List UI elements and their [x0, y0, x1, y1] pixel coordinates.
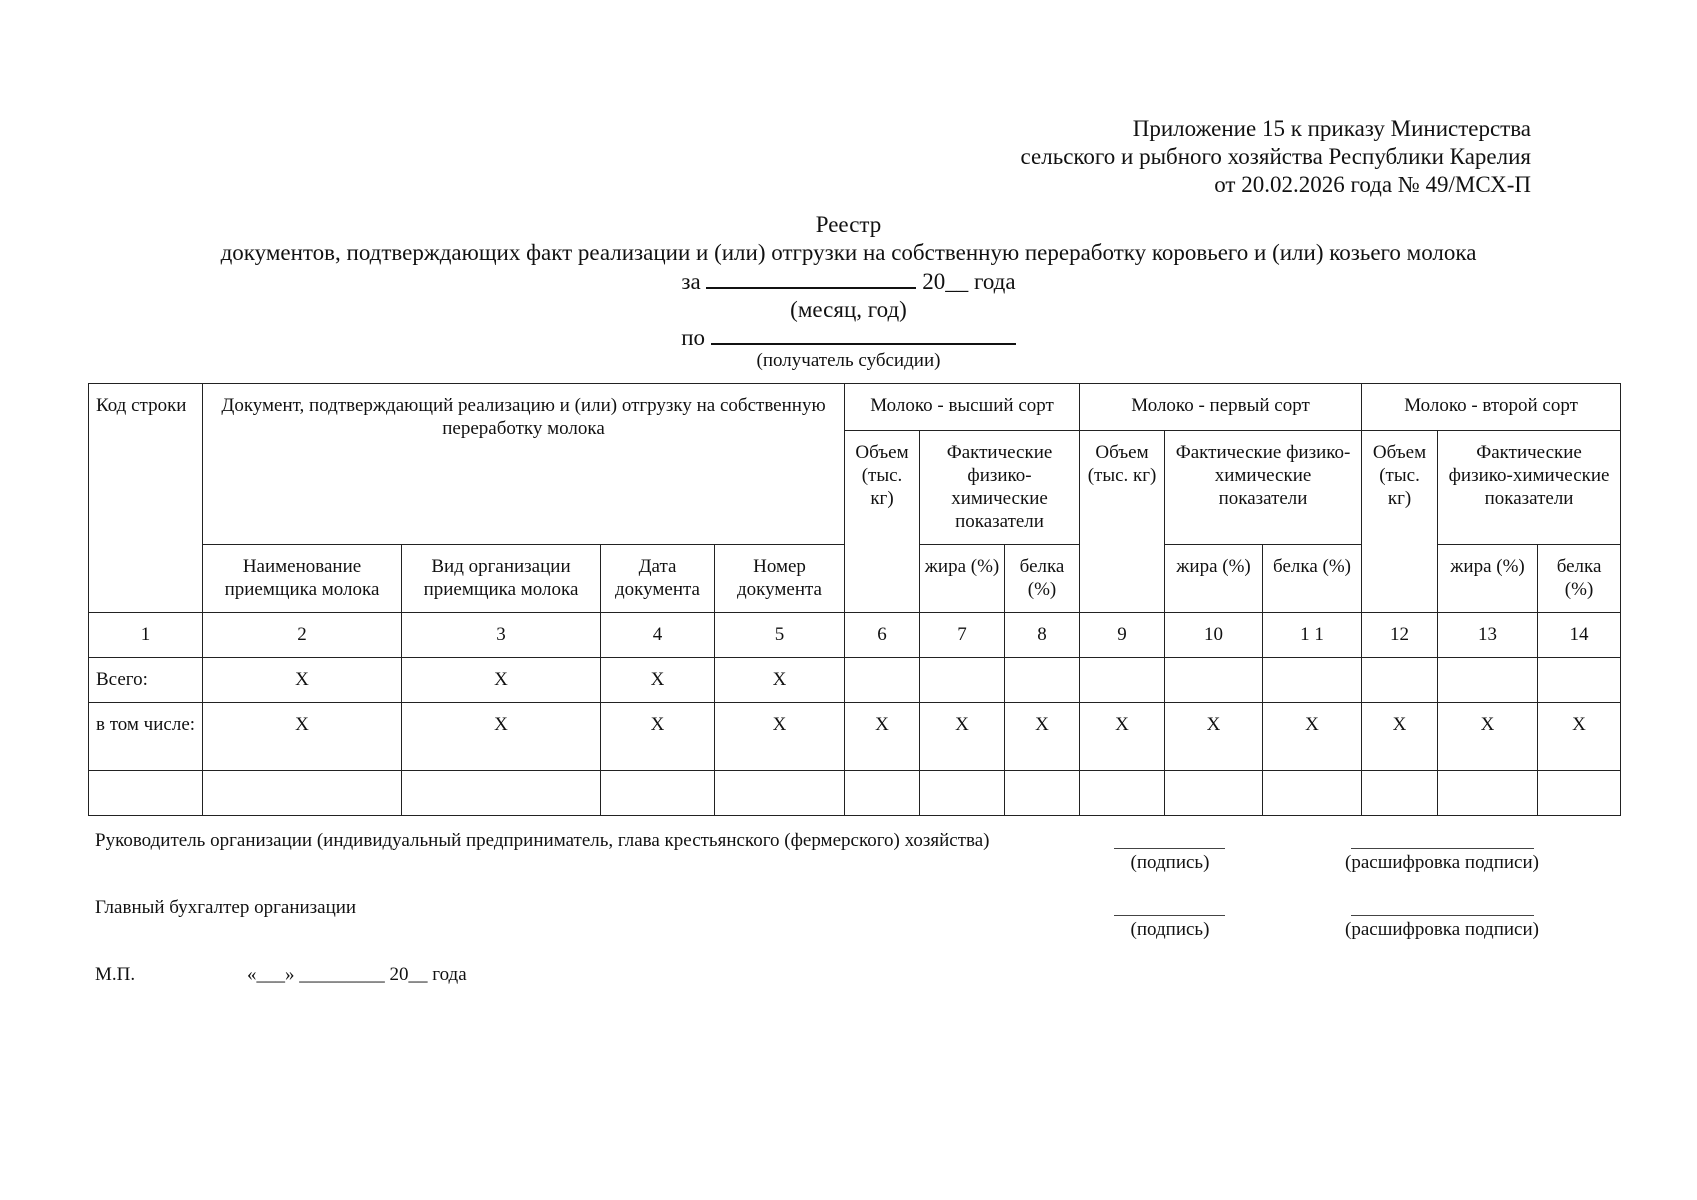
header-receiver-name: Наименование приемщика молока [203, 545, 402, 613]
recipient-blank-field[interactable] [711, 323, 1016, 345]
table-cell[interactable]: X [1538, 703, 1621, 771]
col-number: 10 [1165, 613, 1263, 658]
header-org-type: Вид организации приемщика молока [402, 545, 601, 613]
period-year: 20__ года [922, 269, 1016, 294]
accountant-signature-label: Главный бухгалтер организации [95, 897, 357, 918]
period-line [0, 267, 1697, 296]
header-protein-second: белка (%) [1538, 545, 1621, 613]
table-cell[interactable] [845, 658, 920, 703]
registry-table [88, 383, 1621, 816]
col-number: 13 [1438, 613, 1538, 658]
table-cell[interactable]: X [203, 658, 402, 703]
header-indicators-second: Фактические физико-химические показатели [1438, 431, 1621, 545]
table-cell[interactable]: X [1362, 703, 1438, 771]
including-row-label: в том числе: [89, 703, 203, 771]
col-number: 7 [920, 613, 1005, 658]
table-cell[interactable] [1438, 771, 1538, 816]
col-number: 14 [1538, 613, 1621, 658]
table-cell[interactable]: X [920, 703, 1005, 771]
table-cell[interactable]: X [715, 658, 845, 703]
seal-placeholder: М.П. [95, 964, 136, 985]
table-cell[interactable] [1538, 771, 1621, 816]
header-indicators-top: Фактические физико-химические показатели [920, 431, 1080, 545]
appendix-line-3: от 20.02.2026 года № 49/МСХ-П [1214, 172, 1531, 197]
table-cell[interactable]: X [601, 658, 715, 703]
accountant-decoding-caption: (расшифровка подписи) [1345, 919, 1539, 940]
column-number-row [89, 613, 1621, 658]
header-fat-first: жира (%) [1165, 545, 1263, 613]
table-cell[interactable] [89, 771, 203, 816]
table-cell[interactable] [1362, 658, 1438, 703]
empty-row [89, 771, 1621, 816]
header-protein-first: белка (%) [1263, 545, 1362, 613]
table-cell[interactable] [920, 658, 1005, 703]
title-subject: документов, подтверждающих факт реализации и (или) отгрузки на собственную переработку коровьего и (или) козьего молока [220, 240, 1477, 265]
head-signature-caption: (подпись) [1130, 852, 1210, 873]
table-cell[interactable]: X [715, 703, 845, 771]
period-caption: (месяц, год) [790, 297, 907, 322]
header-grade-first: Молоко - первый сорт [1080, 384, 1362, 431]
table-cell[interactable] [1005, 771, 1080, 816]
table-cell[interactable]: X [203, 703, 402, 771]
col-number: 6 [845, 613, 920, 658]
table-cell[interactable]: X [601, 703, 715, 771]
col-number: 3 [402, 613, 601, 658]
table-cell[interactable]: X [1165, 703, 1263, 771]
table-cell[interactable]: X [845, 703, 920, 771]
table-cell[interactable] [1438, 658, 1538, 703]
header-protein-top: белка (%) [1005, 545, 1080, 613]
table-cell[interactable] [1005, 658, 1080, 703]
table-cell[interactable] [1165, 658, 1263, 703]
table-cell[interactable] [1362, 771, 1438, 816]
col-number: 1 [89, 613, 203, 658]
document-title [0, 211, 1697, 267]
col-number: 9 [1080, 613, 1165, 658]
table-cell[interactable]: X [1005, 703, 1080, 771]
table-cell[interactable]: X [402, 658, 601, 703]
appendix-note [831, 115, 1531, 199]
header-code: Код строки [89, 384, 203, 613]
table-cell[interactable] [203, 771, 402, 816]
appendix-line-1: Приложение 15 к приказу Министерства [1132, 116, 1531, 141]
head-signature-label: Руководитель организации (индивидуальный предприниматель, глава крестьянского (фермерского) хозяйства) [95, 830, 990, 851]
recipient-caption: (получатель субсидии) [756, 350, 941, 371]
header-grade-second: Молоко - второй сорт [1362, 384, 1621, 431]
header-doc-date: Дата документа [601, 545, 715, 613]
col-number: 1 1 [1263, 613, 1362, 658]
head-decoding-line[interactable] [1351, 848, 1534, 849]
table-cell[interactable]: X [1438, 703, 1538, 771]
head-decoding-caption: (расшифровка подписи) [1345, 852, 1539, 873]
table-cell[interactable]: X [1080, 703, 1165, 771]
header-fat-second: жира (%) [1438, 545, 1538, 613]
col-number: 2 [203, 613, 402, 658]
table-cell[interactable] [1165, 771, 1263, 816]
head-signature-line[interactable] [1114, 848, 1225, 849]
header-doc-number: Номер документа [715, 545, 845, 613]
table-cell[interactable] [1080, 771, 1165, 816]
header-fat-top: жира (%) [920, 545, 1005, 613]
recipient-line [0, 323, 1697, 352]
table-cell[interactable] [1538, 658, 1621, 703]
table-cell[interactable]: X [1263, 703, 1362, 771]
table-cell[interactable] [1263, 771, 1362, 816]
table-cell[interactable] [920, 771, 1005, 816]
col-number: 4 [601, 613, 715, 658]
header-volume-second: Объем (тыс. кг) [1362, 431, 1438, 613]
recipient-prefix: по [681, 325, 706, 350]
signing-date[interactable]: «___» _________ 20__ года [247, 964, 467, 985]
table-cell[interactable] [1080, 658, 1165, 703]
header-document: Документ, подтверждающий реализацию и (или) отгрузку на собственную переработку молока [203, 384, 845, 545]
col-number: 12 [1362, 613, 1438, 658]
header-indicators-first: Фактические физико-химические показатели [1165, 431, 1362, 545]
accountant-decoding-line[interactable] [1351, 915, 1534, 916]
header-volume-first: Объем (тыс. кг) [1080, 431, 1165, 613]
col-number: 8 [1005, 613, 1080, 658]
table-cell[interactable] [601, 771, 715, 816]
table-cell[interactable]: X [402, 703, 601, 771]
col-number: 5 [715, 613, 845, 658]
accountant-signature-caption: (подпись) [1130, 919, 1210, 940]
table-cell[interactable] [715, 771, 845, 816]
total-row-label: Всего: [89, 658, 203, 703]
period-blank-field[interactable] [706, 267, 916, 289]
period-prefix: за [681, 269, 701, 294]
appendix-line-2: сельского и рыбного хозяйства Республики Карелия [1020, 144, 1531, 169]
accountant-signature-line[interactable] [1114, 915, 1225, 916]
total-row [89, 658, 1621, 703]
title-registry: Реестр [815, 212, 882, 237]
header-grade-top: Молоко - высший сорт [845, 384, 1080, 431]
header-volume-top: Объем (тыс. кг) [845, 431, 920, 613]
including-row [89, 703, 1621, 771]
table-cell[interactable] [402, 771, 601, 816]
table-cell[interactable] [1263, 658, 1362, 703]
table-cell[interactable] [845, 771, 920, 816]
